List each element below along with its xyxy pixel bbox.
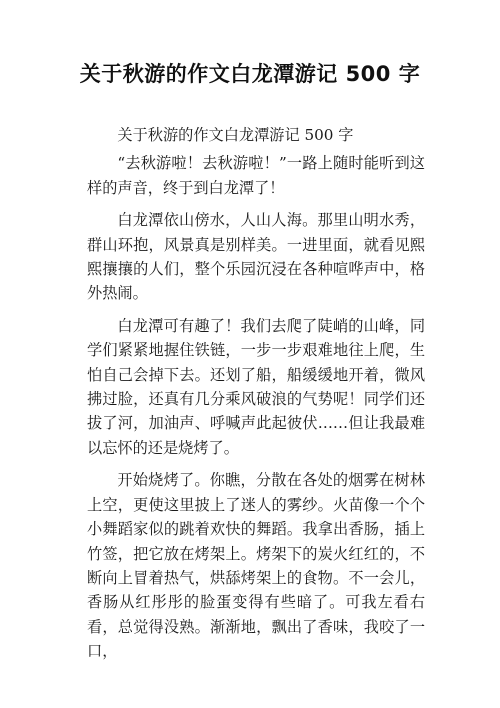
paragraph-4: 开始烧烤了。你瞧，分散在各处的烟雾在树林上空，更使这里披上了迷人的雾纱。火苗像一个个小舞蹈家似的跳着欢快的舞蹈。我拿出香肠，插上竹签，把它放在烤架上。烤架下的炭火红红的，不断向上冒着热气，烘舔烤架上的食物。不一会儿，香肠从红彤彤的脸蛋变得有些暗了。可我左看右看，总觉得没熟。渐渐地，飘出了香味，我咬了一口， — [87, 471, 425, 661]
document-title: 关于秋游的作文白龙潭游记 500 字 — [79, 62, 421, 86]
paragraph-3: 白龙潭可有趣了！我们去爬了陡峭的山峰，同学们紧紧地握住铁链，一步一步艰难地往上爬，生怕自己会掉下去。还划了船，船缓缓地开着，微风拂过脸，还真有几分乘风破浪的气势呢！同学们还拔了河，加油声、呼喊声此起彼伏……但让我最难以忘怀的还是烧烤了。 — [87, 316, 425, 457]
document-body — [87, 123, 425, 672]
paragraph-subtitle: 关于秋游的作文白龙潭游记 500 字 — [117, 126, 354, 144]
paragraph-2: 白龙潭依山傍水，人山人海。那里山明水秀，群山环抱，风景真是别样美。一进里面，就看见熙熙攘攘的人们，整个乐园沉浸在各种喧哗声中，格外热闹。 — [87, 211, 425, 303]
paragraph-1: “去秋游啦！去秋游啦！”一路上随时能听到这样的声音，终于到白龙潭了！ — [87, 154, 425, 197]
